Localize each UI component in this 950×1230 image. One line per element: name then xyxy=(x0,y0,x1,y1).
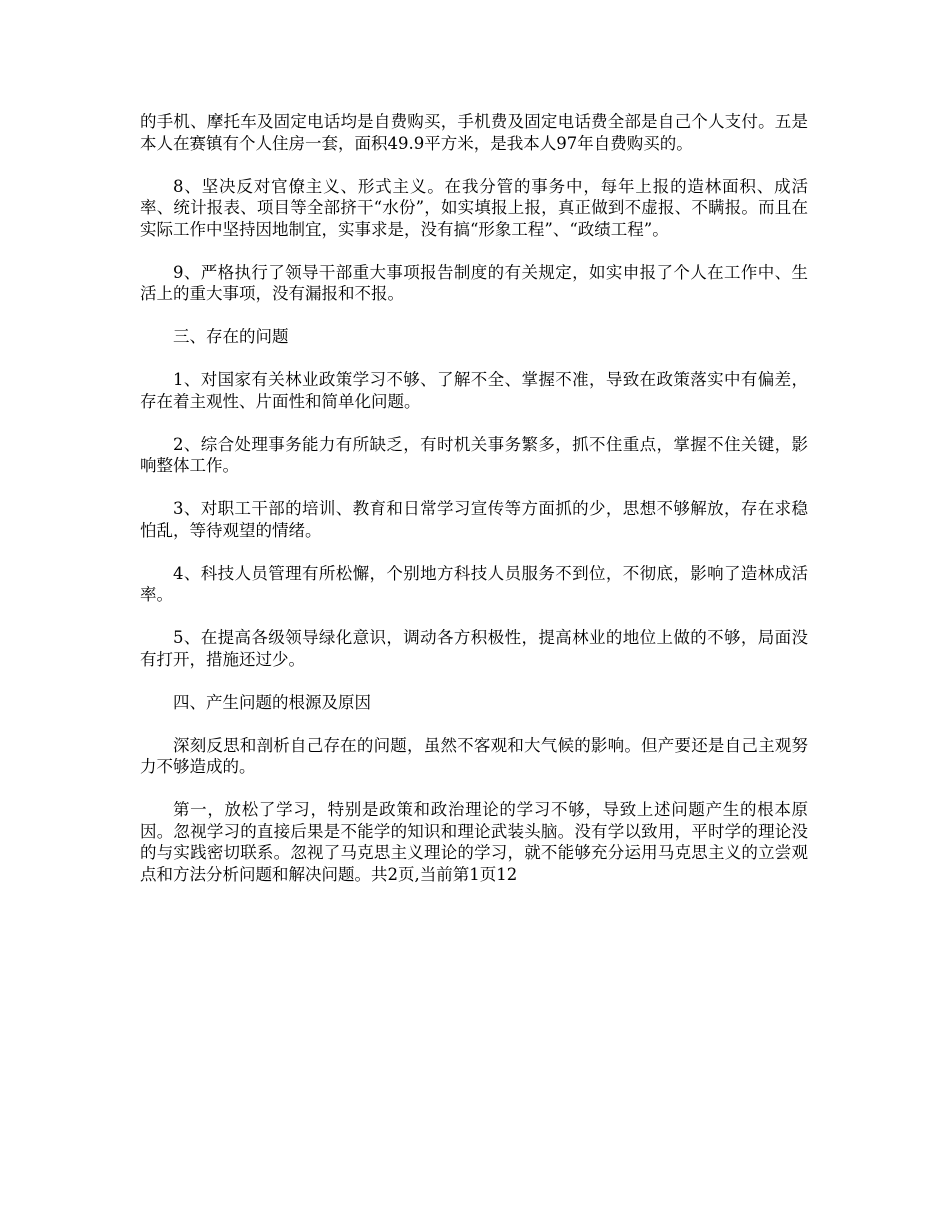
cause-item-first: 第一，放松了学习，特别是政策和政治理论的学习不够，导致上述问题产生的根本原因。忽视学习的直接后果是不能学的知识和理论武装头脑。没有学以致用，平时学的理论没的与实践密切联系。忽视了马克思主义理论的学习，就不能够充分运用马克思主义的立尝观点和方法分析问题和解决问题。共2页,当前第1页12 xyxy=(140,800,808,884)
problem-item-2: 2、综合处理事务能力有所缺乏，有时机关事务繁多，抓不住重点，掌握不住关键，影响整体工作。 xyxy=(140,434,808,475)
problem-item-4: 4、科技人员管理有所松懈，个别地方科技人员服务不到位，不彻底，影响了造林成活率。 xyxy=(140,563,808,604)
paragraph-item-9: 9、严格执行了领导干部重大事项报告制度的有关规定，如实申报了个人在工作中、生活上的重大事项，没有漏报和不报。 xyxy=(140,262,808,303)
paragraph-continuation: 的手机、摩托车及固定电话均是自费购买，手机费及固定电话费全部是自己个人支付。五是本人在赛镇有个人住房一套，面积49.9平方米，是我本人97年自费购买的。 xyxy=(140,112,808,153)
section-heading-problems: 三、存在的问题 xyxy=(173,327,289,346)
problem-item-3: 3、对职工干部的培训、教育和日常学习宣传等方面抓的少，思想不够解放，存在求稳怕乱，等待观望的情绪。 xyxy=(140,499,808,540)
problem-item-1: 1、对国家有关林业政策学习不够、了解不全、掌握不准，导致在政策落实中有偏差，存在着主观性、片面性和简单化问题。 xyxy=(140,370,808,411)
paragraph-item-8: 8、坚决反对官僚主义、形式主义。在我分管的事务中，每年上报的造林面积、成活率、统计报表、项目等全部挤干“水份”，如实填报上报，真正做到不虚报、不瞒报。而且在实际工作中坚持因地制宜，实事求是，没有搞“形象工程”、“政绩工程”。 xyxy=(140,176,808,239)
causes-intro-paragraph: 深刻反思和剖析自己存在的问题，虽然不客观和大气候的影响。但产要还是自己主观努力不够造成的。 xyxy=(140,735,808,776)
section-heading-causes: 四、产生问题的根源及原因 xyxy=(173,692,371,712)
document-body xyxy=(140,111,808,907)
problem-item-5: 5、在提高各级领导绿化意识，调动各方积极性，提高林业的地位上做的不够，局面没有打开，措施还过少。 xyxy=(140,628,808,669)
